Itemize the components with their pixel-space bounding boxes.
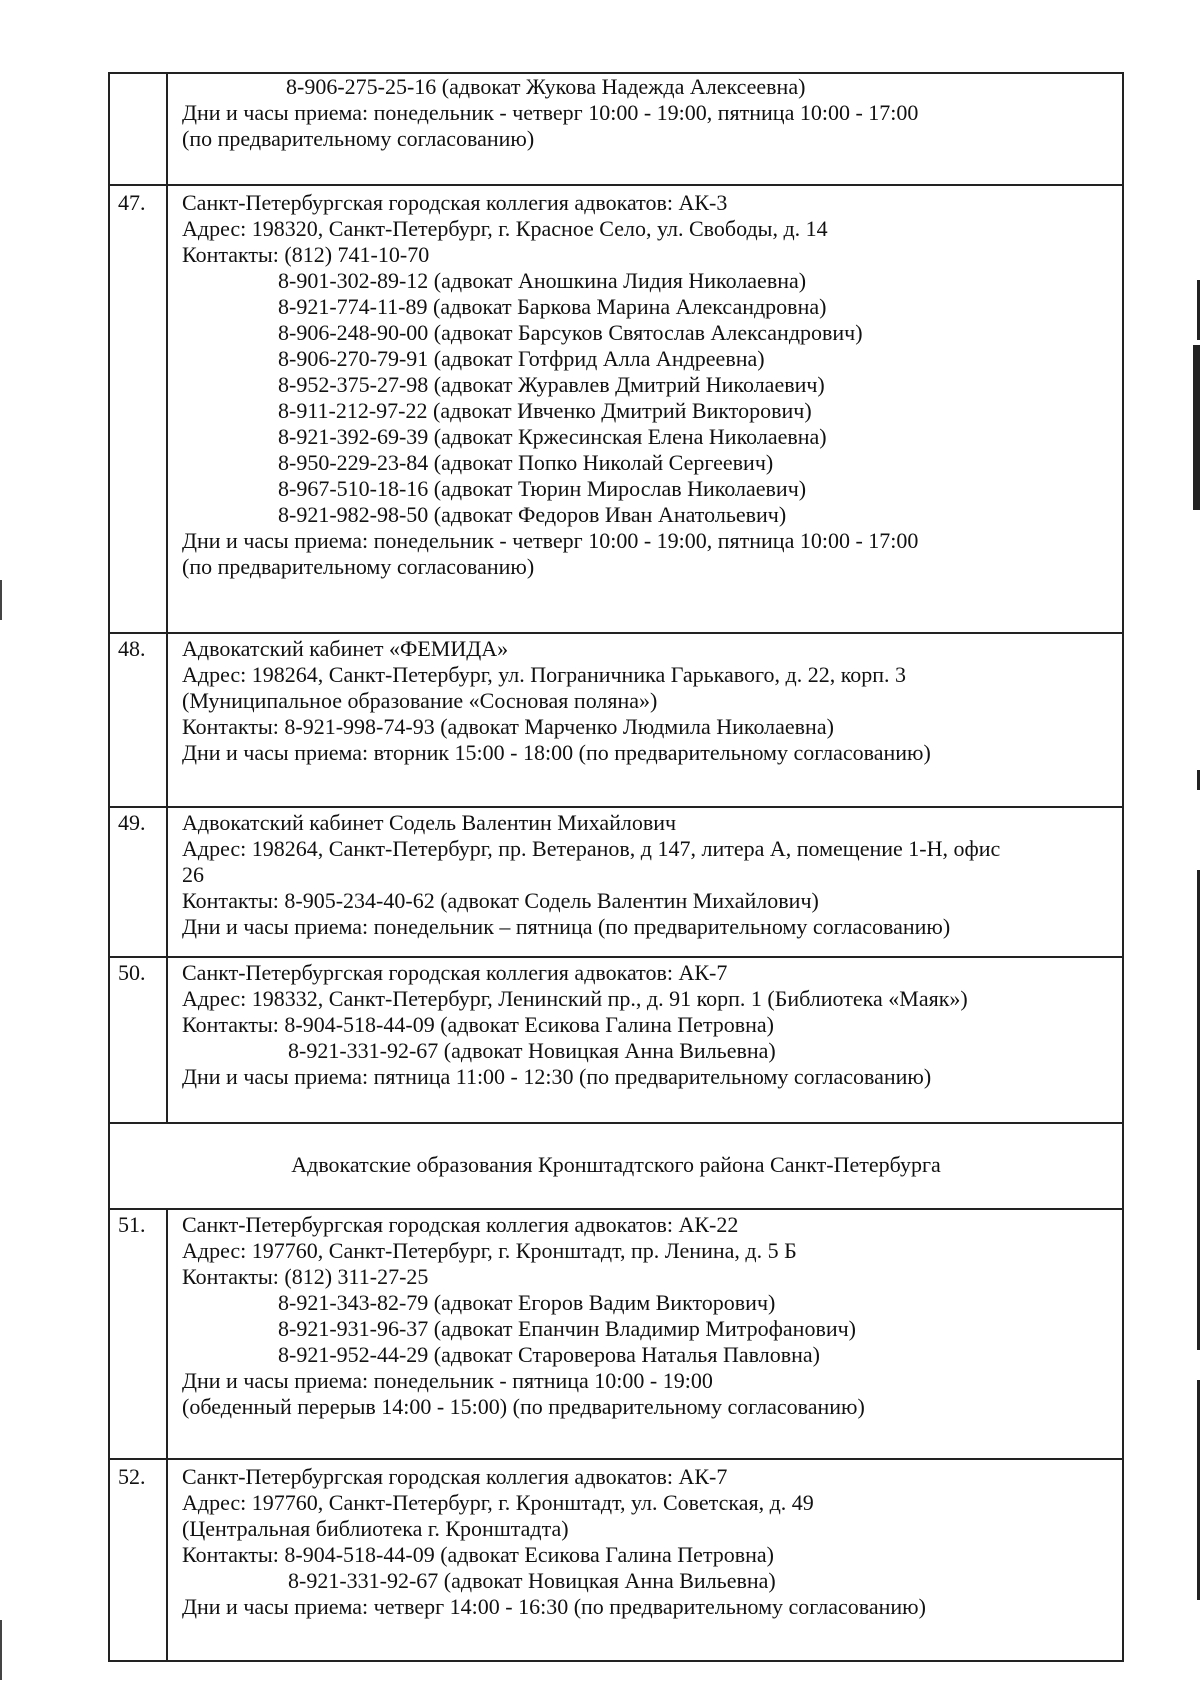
entry-phone: 8-952-375-27-98 (адвокат Журавлев Дмитрий Николаевич) [278,372,825,397]
entry-number: 51. [118,1212,146,1237]
entry-phone: 8-921-392-69-39 (адвокат Кржесинская Елена Николаевна) [278,424,827,449]
entry-number: 50. [118,960,146,985]
entry-org: Санкт-Петербургская городская коллегия адвокатов: АК-7 [182,1464,728,1489]
entry-library: (Центральная библиотека г. Кронштадта) [182,1516,569,1541]
entry-org: Адвокатский кабинет Содель Валентин Михайлович [182,810,677,835]
entry-phone: 8-906-248-90-00 (адвокат Барсуков Святослав Александрович) [278,320,863,345]
entry-phone: 8-921-343-82-79 (адвокат Егоров Вадим Викторович) [278,1290,776,1315]
entry-phone: 8-911-212-97-22 (адвокат Ивченко Дмитрий Викторович) [278,398,812,423]
entry-phone: 8-950-229-23-84 (адвокат Попко Николай Сергеевич) [278,450,774,475]
entry-number: 49. [118,810,146,835]
entry-address: Адрес: 198320, Санкт-Петербург, г. Красное Село, ул. Свободы, д. 14 [182,216,828,241]
entry-phone: 8-921-331-92-67 (адвокат Новицкая Анна Вильевна) [288,1038,776,1063]
entry-hours: Дни и часы приема: понедельник - четверг 10:00 - 19:00, пятница 10:00 - 17:00 [182,528,919,553]
entry-phone: 8-906-275-25-16 (адвокат Жукова Надежда Алексеевна) [286,74,806,99]
entry-address: Адрес: 198264, Санкт-Петербург, пр. Ветеранов, д 147, литера А, помещение 1-Н, офис [182,836,1001,861]
row-divider [110,1208,1122,1210]
entry-hours: Дни и часы приема: пятница 11:00 - 12:30 (по предварительному согласованию) [182,1064,932,1089]
entry-contacts: Контакты: 8-904-518-44-09 (адвокат Есикова Галина Петровна) [182,1542,775,1567]
scan-mark-left [0,580,2,620]
entry-municipal: (Муниципальное образование «Сосновая поляна») [182,688,658,713]
column-divider-bottom [166,1208,168,1662]
row-divider [110,956,1122,958]
section-heading: Адвокатские образования Кронштадтского района Санкт-Петербурга [291,1152,941,1177]
entry-hours: Дни и часы приема: четверг 14:00 - 16:30 (по предварительному согласованию) [182,1594,926,1619]
entry-phone: 8-921-331-92-67 (адвокат Новицкая Анна Вильевна) [288,1568,776,1593]
entry-number: 48. [118,636,146,661]
entry-contacts: Контакты: (812) 311-27-25 [182,1264,429,1289]
entry-note: (по предварительному согласованию) [182,126,535,151]
entry-org: Санкт-Петербургская городская коллегия адвокатов: АК-3 [182,190,728,215]
row-divider [110,632,1122,634]
row-divider [110,1458,1122,1460]
entry-note: (обеденный перерыв 14:00 - 15:00) (по предварительному согласованию) [182,1394,865,1419]
column-divider-top [166,74,168,1122]
entry-phone: 8-921-982-98-50 (адвокат Федоров Иван Анатольевич) [278,502,787,527]
entry-address: Адрес: 198332, Санкт-Петербург, Ленинский пр., д. 91 корп. 1 (Библиотека «Маяк») [182,986,968,1011]
entry-number: 47. [118,190,146,215]
entry-contacts: Контакты: 8-921-998-74-93 (адвокат Марченко Людмила Николаевна) [182,714,834,739]
entry-org: Адвокатский кабинет «ФЕМИДА» [182,636,509,661]
entry-org: Санкт-Петербургская городская коллегия адвокатов: АК-7 [182,960,728,985]
entry-address-cont: 26 [182,862,204,887]
entry-note: (по предварительному согласованию) [182,554,535,579]
scan-edge-2 [1193,345,1200,510]
entry-phone: 8-921-952-44-29 (адвокат Староверова Наталья Павловна) [278,1342,820,1367]
row-divider [110,806,1122,808]
entry-contacts: Контакты: 8-904-518-44-09 (адвокат Есикова Галина Петровна) [182,1012,775,1037]
entry-hours: Дни и часы приема: понедельник - пятница 10:00 - 19:00 [182,1368,713,1393]
row-divider [110,1122,1122,1124]
scan-mark-left-bottom [0,1620,2,1680]
entry-contacts: Контакты: 8-905-234-40-62 (адвокат Содель Валентин Михайлович) [182,888,819,913]
row-divider [110,184,1122,186]
entry-address: Адрес: 198264, Санкт-Петербург, ул. Пограничника Гарькавого, д. 22, корп. 3 [182,662,907,687]
entry-address: Адрес: 197760, Санкт-Петербург, г. Кронштадт, ул. Советская, д. 49 [182,1490,814,1515]
attorney-table [108,72,1124,1662]
entry-phone: 8-967-510-18-16 (адвокат Тюрин Мирослав Николаевич) [278,476,807,501]
entry-hours: Дни и часы приема: понедельник – пятница (по предварительному согласованию) [182,914,951,939]
entry-hours: Дни и часы приема: вторник 15:00 - 18:00 (по предварительному согласованию) [182,740,931,765]
entry-phone: 8-906-270-79-91 (адвокат Готфрид Алла Андреевна) [278,346,765,371]
entry-hours: Дни и часы приема: понедельник - четверг 10:00 - 19:00, пятница 10:00 - 17:00 [182,100,919,125]
entry-org: Санкт-Петербургская городская коллегия адвокатов: АК-22 [182,1212,739,1237]
entry-phone: 8-921-774-11-89 (адвокат Баркова Марина Александровна) [278,294,827,319]
entry-phone: 8-901-302-89-12 (адвокат Аношкина Лидия Николаевна) [278,268,807,293]
entry-contacts: Контакты: (812) 741-10-70 [182,242,430,267]
entry-address: Адрес: 197760, Санкт-Петербург, г. Кронштадт, пр. Ленина, д. 5 Б [182,1238,797,1263]
entry-number: 52. [118,1464,146,1489]
entry-phone: 8-921-931-96-37 (адвокат Епанчин Владимир Митрофанович) [278,1316,856,1341]
